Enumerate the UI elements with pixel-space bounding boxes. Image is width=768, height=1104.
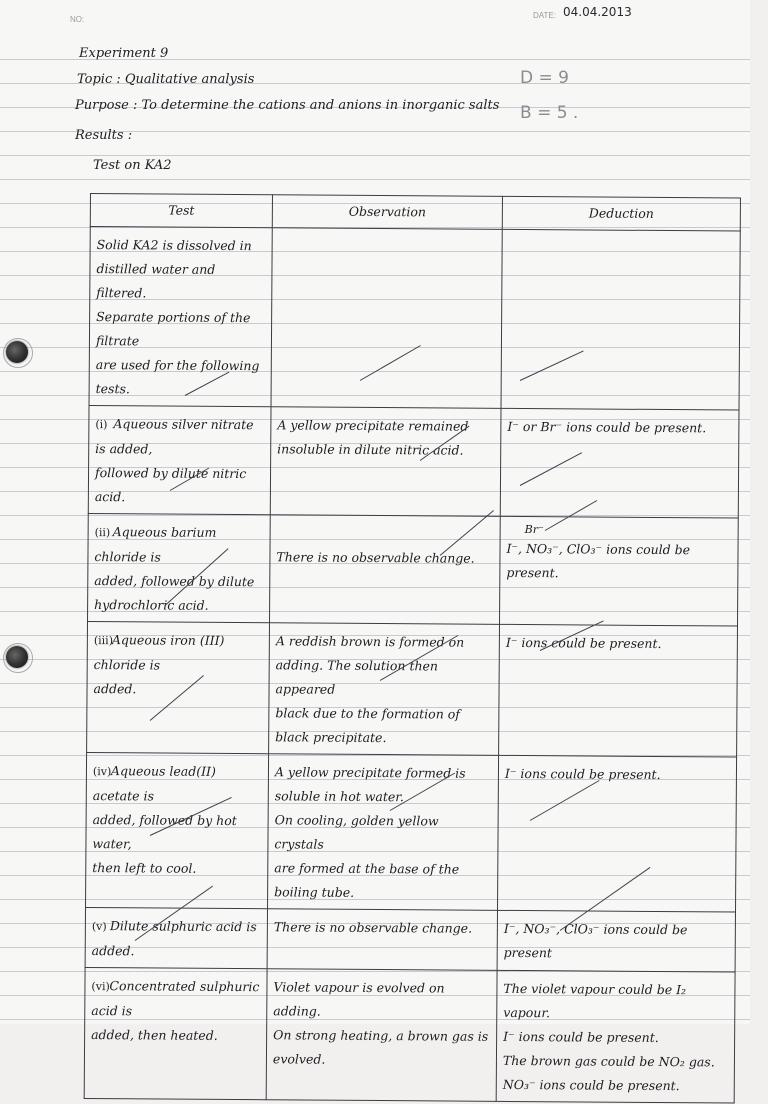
- test-text: added, followed by hot water,: [92, 812, 237, 852]
- row-number: (i): [95, 418, 108, 432]
- pencil-note-b: B = 5 .: [520, 103, 579, 123]
- test-cell: [85, 907, 267, 968]
- binder-hole: [6, 646, 28, 668]
- test-text: added.: [93, 681, 137, 697]
- test-line: [94, 520, 263, 570]
- deduction-text: present.: [506, 564, 559, 581]
- header-test: Test: [90, 194, 272, 228]
- test-cell: [86, 752, 269, 908]
- deduction-cell: [500, 408, 739, 518]
- date-label: DATE:: [533, 11, 556, 20]
- row-number: (iv): [92, 765, 112, 779]
- intro-line: are used for the following tests.: [95, 357, 260, 397]
- deduction-text: I⁻, NO₃⁻, ClO₃⁻ ions could be: [503, 920, 688, 938]
- test-text: added, then heated.: [91, 1027, 218, 1043]
- observation-cell: [270, 515, 501, 625]
- test-text: Dilute sulphuric acid is added.: [91, 918, 257, 959]
- table-row-intro: [89, 227, 740, 411]
- topic-line: Topic : Qualitative analysis: [77, 72, 255, 87]
- table-header-row: [90, 194, 740, 232]
- header-observation: Observation: [272, 195, 502, 230]
- observation-text: are formed at the base of the: [274, 860, 460, 877]
- observation-text: Violet vapour is evolved on adding.: [273, 979, 445, 1019]
- deduction-text: I⁻ ions could be present.: [504, 765, 661, 782]
- intro-line: Separate portions of the filtrate: [95, 309, 251, 349]
- binder-hole: [6, 341, 28, 363]
- observation-text: black precipitate.: [275, 729, 387, 746]
- observation-text: On cooling, golden yellow crystals: [274, 812, 439, 852]
- intro-cell: [89, 227, 272, 407]
- test-cell: [87, 621, 270, 753]
- results-table: [84, 193, 741, 1104]
- test-line: [91, 974, 260, 1024]
- test-text: added, followed by dilute: [94, 573, 255, 590]
- table-row: [88, 405, 739, 518]
- observation-text: A yellow precipitate formed is: [274, 764, 466, 781]
- deduction-text: The violet vapour could be I₂ vapour.: [503, 980, 687, 1021]
- observation-cell: [269, 623, 500, 756]
- deduction-text: I⁻ ions could be present.: [503, 1028, 659, 1045]
- row-number: (v): [91, 920, 107, 934]
- observation-text: soluble in hot water.: [274, 788, 404, 805]
- deduction-text: I⁻ or Br⁻ ions could be present.: [507, 418, 707, 436]
- intro-deduction-empty: [501, 229, 740, 410]
- deduction-cell: [499, 624, 738, 757]
- intro-observation-empty: [271, 228, 502, 409]
- test-line: [94, 628, 263, 678]
- pencil-note-d: D = 9: [520, 68, 569, 88]
- page-top-band: [0, 0, 750, 38]
- deduction-text: I⁻, NO₃⁻, ClO₃⁻ ions could be: [506, 540, 691, 558]
- test-cell: [84, 967, 267, 1099]
- observation-text: evolved.: [272, 1051, 326, 1067]
- deduction-cell: [499, 516, 738, 626]
- test-on-label: Test on KA2: [93, 158, 172, 173]
- table-row: [84, 967, 735, 1103]
- observation-cell: [268, 754, 499, 911]
- deduction-text: I⁻ ions could be present.: [505, 634, 662, 652]
- deduction-text: present: [503, 944, 553, 961]
- test-text: Aqueous silver nitrate is added,: [95, 416, 254, 457]
- results-label: Results :: [75, 128, 133, 143]
- table-row: [87, 621, 738, 757]
- purpose-line: Purpose : To determine the cations and anions in inorganic salts: [75, 98, 500, 113]
- deduction-note: Br⁻: [524, 523, 544, 537]
- observation-text: There is no observable change.: [273, 919, 473, 936]
- observation-text: A yellow precipitate remained: [277, 417, 469, 434]
- test-text: then left to cool.: [92, 860, 197, 876]
- test-line: [95, 412, 264, 462]
- no-label: NO:: [70, 15, 85, 24]
- header-deduction: Deduction: [502, 196, 740, 231]
- observation-cell: [270, 407, 501, 517]
- table-row: [86, 752, 737, 912]
- test-cell: [88, 513, 271, 622]
- date-value: 04.04.2013: [563, 5, 632, 19]
- test-text: Aqueous iron (III) chloride is: [93, 632, 225, 673]
- table-row: [85, 907, 735, 972]
- test-text: Aqueous barium chloride is: [94, 524, 217, 565]
- observation-text: A reddish brown is formed on: [275, 633, 465, 650]
- observation-text: There is no observable change.: [276, 549, 475, 566]
- observation-text: insoluble in dilute nitric acid.: [277, 441, 464, 458]
- test-line: [92, 914, 261, 964]
- row-number: (vi): [91, 980, 110, 994]
- test-line: [93, 759, 262, 809]
- table-row: [88, 513, 739, 626]
- intro-line: distilled water and filtered.: [96, 261, 216, 301]
- test-text: Concentrated sulphuric acid is: [91, 978, 260, 1019]
- test-text: hydrochloric acid.: [94, 597, 209, 613]
- observation-cell: [266, 969, 497, 1102]
- observation-text: black due to the formation of: [275, 705, 460, 722]
- deduction-cell: [496, 970, 735, 1103]
- observation-text: adding. The solution then appeared: [275, 657, 439, 697]
- observation-cell: [267, 909, 497, 971]
- row-number: (ii): [94, 526, 111, 540]
- deduction-text: NO₃⁻ ions could be present.: [502, 1076, 680, 1094]
- test-text: followed by dilute nitric acid.: [94, 465, 247, 505]
- experiment-title: Experiment 9: [79, 46, 169, 61]
- deduction-cell: [497, 910, 735, 972]
- observation-text: On strong heating, a brown gas is: [273, 1027, 489, 1044]
- intro-line: Solid KA2 is dissolved in: [96, 237, 252, 254]
- row-number: (iii): [93, 634, 114, 648]
- observation-text: boiling tube.: [274, 884, 355, 900]
- deduction-text: The brown gas could be NO₂ gas.: [502, 1052, 715, 1070]
- test-text: Aqueous lead(II) acetate is: [92, 763, 216, 804]
- test-cell: [88, 405, 271, 514]
